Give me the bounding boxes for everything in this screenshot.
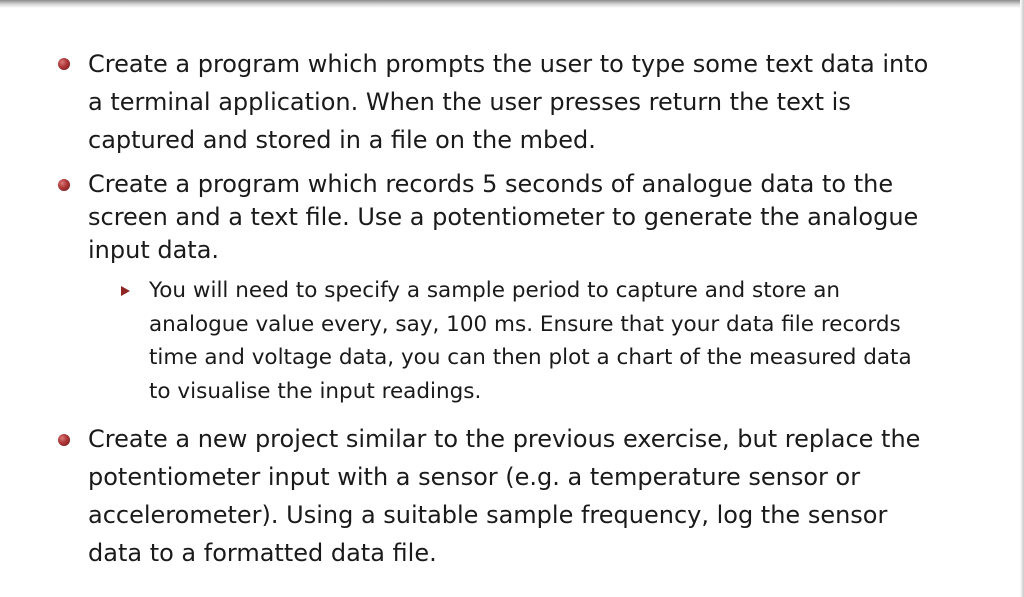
text-line: potentiometer input with a sensor (e.g. a temperature sensor or — [88, 463, 861, 491]
sub-bullet-triangle-icon — [121, 286, 130, 296]
bullet-icon — [58, 179, 70, 191]
text-line: You will need to specify a sample period to capture and store an — [149, 278, 841, 303]
list-item-text — [88, 420, 1003, 572]
text-line: screen and a text file. Use a potentiometer to generate the analogue — [88, 203, 919, 231]
text-line: to visualise the input readings. — [149, 378, 482, 404]
text-line: Create a new project similar to the previous exercise, but replace the — [88, 425, 921, 453]
text-line: input data. — [88, 236, 220, 264]
text-line: Create a program which records 5 seconds of analogue data to the — [88, 170, 894, 198]
bullet-icon — [58, 58, 70, 70]
text-line: analogue value every, say, 100 ms. Ensure that your data file records — [149, 311, 901, 337]
text-line: captured and stored in a file on the mbed. — [88, 126, 596, 154]
text-line: data to a formatted data file. — [88, 539, 437, 567]
text-line: Create a program which prompts the user to type some text data into — [88, 50, 929, 78]
text-line: accelerometer). Using a suitable sample frequency, log the sensor — [88, 501, 888, 529]
window-right-edge — [1020, 0, 1024, 597]
window-top-edge — [0, 0, 1024, 8]
list-item-text — [88, 168, 1003, 267]
sub-list-item-text — [149, 274, 1009, 408]
bullet-icon — [58, 434, 70, 446]
list-item-text — [88, 45, 1003, 159]
text-line: time and voltage data, you can then plot a chart of the measured data — [149, 345, 912, 370]
text-line: a terminal application. When the user presses return the text is — [88, 88, 851, 116]
